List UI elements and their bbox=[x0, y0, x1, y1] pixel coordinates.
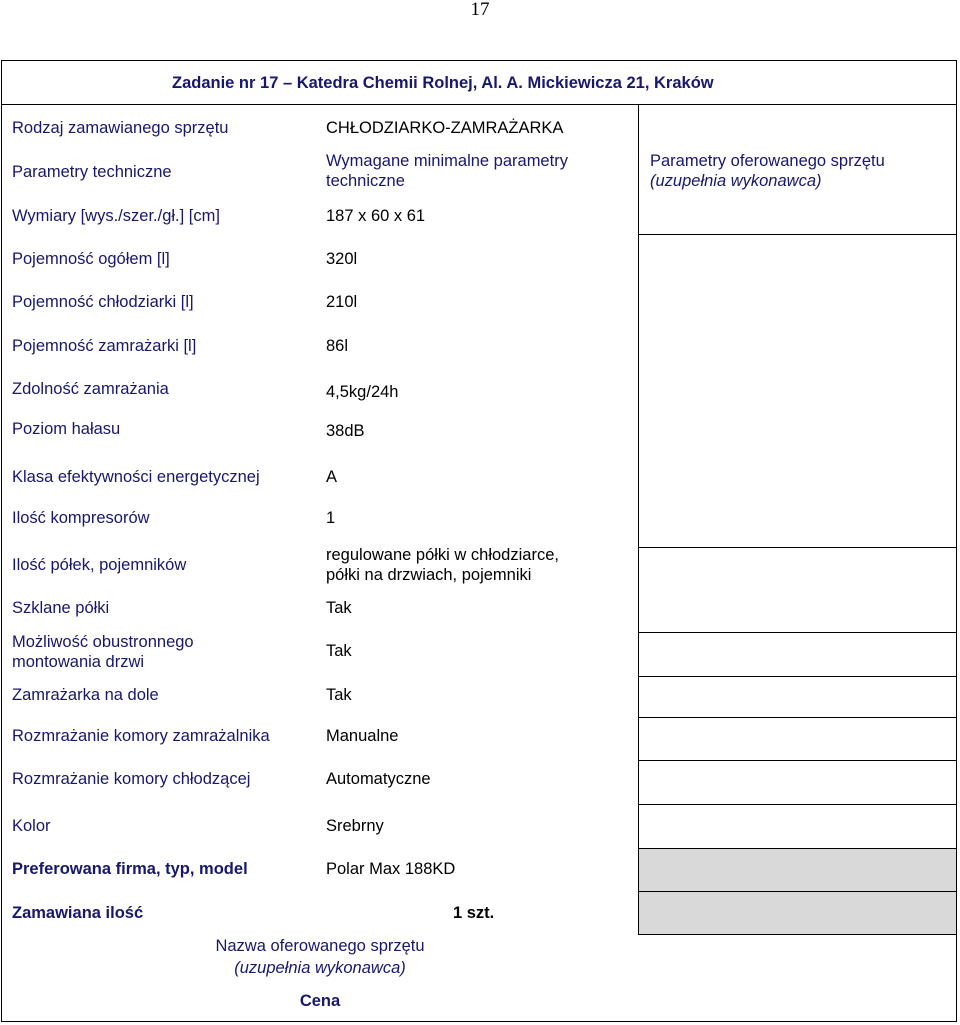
row-value-energy-class: A bbox=[326, 468, 338, 486]
offered-column-header-2: (uzupełnia wykonawca) bbox=[650, 172, 822, 190]
row-label-fridge-defrost: Rozmrażanie komory chłodzącej bbox=[12, 770, 251, 788]
row-label-preferred-model: Preferowana firma, typ, model bbox=[12, 860, 248, 878]
row-label-reversible-door-2: montowania drzwi bbox=[12, 653, 145, 671]
row-value-color: Srebrny bbox=[326, 817, 384, 835]
row-label-freezer-defrost: Rozmrażanie komory zamrażalnika bbox=[12, 727, 270, 745]
row-value-freezer-capacity: 86l bbox=[326, 337, 349, 355]
row-label-dimensions: Wymiary [wys./szer./gł.] [cm] bbox=[12, 207, 220, 225]
quantity-label: Zamawiana ilość bbox=[12, 904, 144, 922]
required-column-header-2: techniczne bbox=[326, 172, 405, 190]
row-value-dimensions: 187 x 60 x 61 bbox=[326, 207, 426, 225]
row-label-noise-level: Poziom hałasu bbox=[12, 420, 121, 438]
row-value-shelves-2: półki na drzwiach, pojemniki bbox=[326, 566, 532, 584]
grey-cell-model bbox=[638, 849, 956, 891]
row-label-bottom-freezer: Zamrażarka na dole bbox=[12, 686, 159, 704]
grey-cell-quantity bbox=[638, 892, 956, 934]
row-label-total-capacity: Pojemność ogółem [l] bbox=[12, 250, 170, 268]
row-value-preferred-model: Polar Max 188KD bbox=[326, 860, 456, 878]
row-value-reversible-door: Tak bbox=[326, 642, 352, 660]
offered-name-label-1: Nazwa oferowanego sprzętu bbox=[215, 937, 425, 955]
offered-column-header-1: Parametry oferowanego sprzętu bbox=[650, 152, 885, 170]
row-value-compressors: 1 bbox=[326, 509, 336, 527]
row-value-freezing-capacity: 4,5kg/24h bbox=[326, 383, 399, 401]
row-label-freezing-capacity: Zdolność zamrażania bbox=[12, 380, 169, 398]
row-value-bottom-freezer: Tak bbox=[326, 686, 352, 704]
row-label-reversible-door-1: Możliwość obustronnego bbox=[12, 633, 194, 651]
equipment-value: CHŁODZIARKO-ZAMRAŻARKA bbox=[326, 119, 564, 137]
price-label: Cena bbox=[299, 992, 341, 1010]
task-title: Zadanie nr 17 – Katedra Chemii Rolnej, Al. A. Mickiewicza 21, Kraków bbox=[172, 74, 714, 92]
row-label-compressors: Ilość kompresorów bbox=[12, 509, 150, 527]
quantity-value: 1 szt. bbox=[453, 904, 495, 922]
row-value-glass-shelves: Tak bbox=[326, 599, 352, 617]
row-label-freezer-capacity: Pojemność zamrażarki [l] bbox=[12, 337, 197, 355]
params-column-header: Parametry techniczne bbox=[12, 163, 172, 181]
row-label-color: Kolor bbox=[12, 817, 51, 835]
row-value-total-capacity: 320l bbox=[326, 250, 358, 268]
row-value-noise-level: 38dB bbox=[326, 422, 365, 440]
row-label-shelves: Ilość półek, pojemników bbox=[12, 556, 187, 574]
offered-name-label-2: (uzupełnia wykonawca) bbox=[234, 959, 406, 977]
page-number: 17 bbox=[470, 0, 490, 20]
row-value-shelves-1: regulowane półki w chłodziarce, bbox=[326, 546, 559, 564]
required-column-header-1: Wymagane minimalne parametry bbox=[326, 152, 568, 170]
row-value-fridge-defrost: Automatyczne bbox=[326, 770, 431, 788]
row-value-freezer-defrost: Manualne bbox=[326, 727, 399, 745]
equipment-label: Rodzaj zamawianego sprzętu bbox=[12, 119, 229, 137]
row-label-fridge-capacity: Pojemność chłodziarki [l] bbox=[12, 293, 194, 311]
row-label-glass-shelves: Szklane półki bbox=[12, 599, 110, 617]
row-value-fridge-capacity: 210l bbox=[326, 293, 358, 311]
row-label-energy-class: Klasa efektywności energetycznej bbox=[12, 468, 260, 486]
